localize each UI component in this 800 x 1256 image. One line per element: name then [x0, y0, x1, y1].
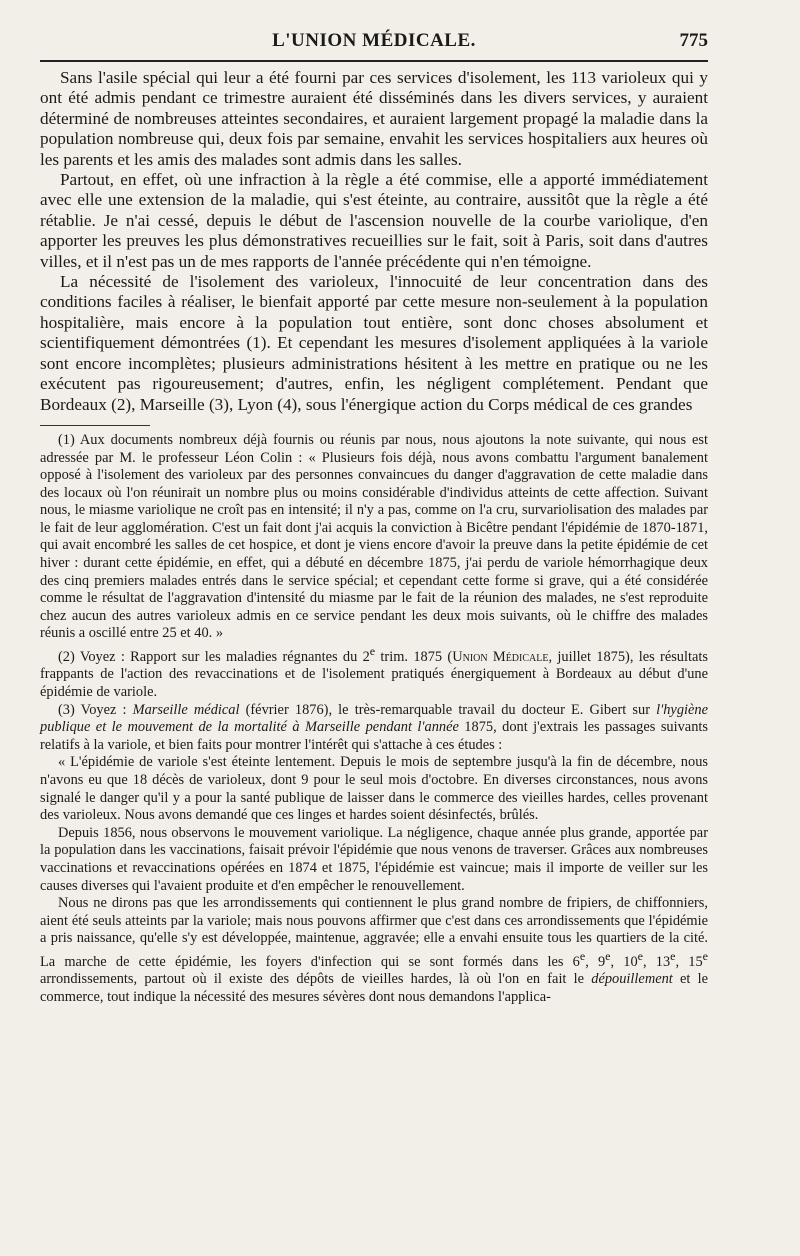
paragraph-2: Partout, en effet, où une infraction à la règle a été commise, elle a apporté immédiatement avec elle une extension de la maladie, qui s'est éteinte, au contraire, aussitôt que la règle a été rétablie. Je n'ai cessé, depuis le début de l'ascension nouvelle de la courbe variolique, d'en apporter les preuves les plus démonstratives recueillies sur le fait, soit à Paris, soit dans d'autres villes, et il n'est pas un de mes rapports de l'année précédente qui n'en témoigne.	[40, 170, 708, 271]
footnote-3: (3) Voyez : Marseille médical (février 1876), le très-remarquable travail du docteur E. Gibert sur l'hygiène publique et le mouvement de la mortalité à Marseille pendant l'année 1875, dont j'extrais les passages suivants relatifs à la variole, et bien faits pour montrer l'intérêt qui s'attache à ces études :	[40, 701, 708, 753]
footnote-3-quote-1: « L'épidémie de variole s'est éteinte lentement. Depuis le mois de septembre jusqu'à la fin de décembre, nous n'avons eu que 18 décès de varioleux, dont 9 pour le seul mois d'octobre. En diverses circonstances, nous avons signalé le danger qu'il y a pour la santé publique de laisser dans le commerce des vieilles hardes, celles provenant des varioleux. Nous avons demandé que ces linges et hardes soient désinfectés, brûlés.	[40, 754, 708, 824]
footnote-2: (2) Voyez : Rapport sur les maladies régnantes du 2e trim. 1875 (Union Médicale, juillet 1875), les résultats frappants de l'action des revaccinations et de l'isolement pratiqués énergiquement à Bordeaux au début d'une épidémie de variole.	[40, 644, 708, 701]
page-number: 775	[679, 30, 708, 51]
journal-title: L'UNION MÉDICALE.	[272, 30, 476, 51]
footnote-3-quote-3: Nous ne dirons pas que les arrondissements qui contiennent le plus grand nombre de fripiers, de chiffonniers, aient été seuls atteints par la variole; mais nous pouvons affirmer que c'est dans ces arrondissements que l'épidémie a pris naissance, qu'elle s'y est développée, maintenue, aggravée; elle a envahi ensuite tous les quartiers de la cité. La marche de cette épidémie, les foyers d'infection qui se sont formés dans les 6e, 9e, 10e, 13e, 15e arrondissements, partout où il existe des dépôts de vieilles hardes, là où l'on en fait le dépouillement et le commerce, tout indique la nécessité des mesures sévères dont nous demandons l'applica-	[40, 895, 709, 1005]
footnotes	[40, 432, 708, 1007]
footnote-3-quote-2: Depuis 1856, nous observons le mouvement variolique. La négligence, chaque année plus grande, apportée par la population dans les vaccinations, faisait prévoir l'épidémie que nous venons de traverser. Grâces aux nombreuses vaccinations et revaccinations opérées en 1874 et 1875, l'épidémie est vaincue; mais il importe de veiller sur les causes diverses qui l'avaient produite et d'en empêcher le renouvellement.	[40, 824, 708, 894]
footnote-1: (1) Aux documents nombreux déjà fournis ou réunis par nous, nous ajoutons la note suivante, qui nous est adressée par M. le professeur Léon Colin : « Plusieurs fois déjà, nous avons combattu l'argument banalement opposé à l'isolement des varioleux par des personnes convaincues du danger d'aggravation de cette maladie dans des locaux où l'on réunirait un nombre plus ou moins considérable d'individus atteints de cette affection. Suivant nous, le miasme variolique ne croît pas en intensité; il n'y a pas, comme on l'a cru, survariolisation des malades par le fait de leur agglomération. C'est un fait dont j'ai acquis la conviction à Bicêtre pendant l'épidémie de 1870-1871, qui avait encombré les salles de cet hospice, et dont je viens encore d'avoir la preuve dans la petite épidémie de cet hiver : durant cette épidémie, en effet, qui a débuté en décembre 1875, j'ai perdu de variole hémorrhagique deux des cinq premiers malades entrés dans le service spécial; et cependant cette forme si grave, qui a été considérée comme le résultat de l'aggravation d'intensité du miasme par le fait de la réunion des malades, ne s'est reproduite chez aucun des autres varioleux admis en ce service pendant les deux mois suivants, où le chiffre des malades réunis a oscillé entre 25 et 40. »	[40, 431, 708, 642]
paragraph-1: Sans l'asile spécial qui leur a été fourni par ces services d'isolement, les 113 varioleux qui y ont été admis pendant ce trimestre auraient été disséminés dans les divers services, y auraient déterminé de nombreuses atteintes secondaires, et auraient largement propagé la maladie dans la population nombreuse qui, deux fois par semaine, envahit les services hospitaliers aux heures où les parents et les amis des malades sont admis dans les salles.	[40, 68, 708, 169]
paragraph-3: La nécessité de l'isolement des varioleux, l'innocuité de leur concentration dans des conditions faciles à réaliser, le bienfait apporté par cette mesure non-seulement à la population hospitalière, mais encore à la population tout entière, sont donc choses absolument et scientifiquement démontrées (1). Et cependant les mesures d'isolement appliquées à la variole sont encore incomplètes; plusieurs administrations hésitent à les mettre en pratique ou ne les exécutent pas rigoureusement; d'autres, enfin, les négligent complétement. Pendant que Bordeaux (2), Marseille (3), Lyon (4), sous l'énergique action du Corps médical de ces grandes	[40, 272, 708, 414]
footnote-divider	[40, 425, 150, 426]
main-text	[40, 68, 708, 415]
running-header	[40, 26, 708, 62]
